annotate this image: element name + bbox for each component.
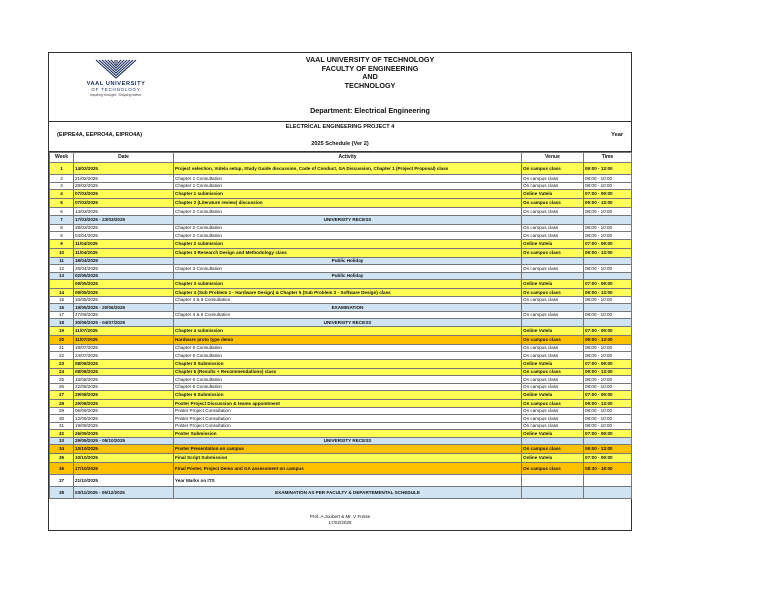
week-cell: 37 — [50, 475, 74, 487]
title-line: AND — [362, 72, 378, 82]
activity-cell: Chapter 4 & 5 Consultation — [174, 296, 522, 304]
venue-cell: On campus class — [522, 175, 584, 183]
time-cell: 07:00 - 09:00 — [584, 280, 632, 289]
date-cell: 09/05/2025 — [74, 289, 174, 297]
week-cell: 23 — [50, 359, 74, 368]
activity-cell: Chapter 6 Consultation — [174, 383, 522, 391]
venue-cell: On campus class — [522, 311, 584, 319]
time-cell: 08:00 - 10:00 — [584, 265, 632, 273]
title-line: FACULTY OF ENGINEERING — [321, 63, 419, 73]
time-cell: 08:00 - 10:00 — [584, 208, 632, 216]
date-cell: 19/05/2025 - 20/06/2025 — [74, 304, 174, 312]
time-cell: 08:00 - 10:00 — [584, 422, 632, 430]
schedule-sheet — [48, 52, 632, 531]
time-cell: 08:30 - 18:00 — [584, 463, 632, 475]
time-cell: 09:00 - 13:00 — [584, 445, 632, 454]
logo-name: VAAL UNIVERSITY — [86, 81, 146, 87]
venue-cell: On campus class — [522, 383, 584, 391]
activity-cell: Chapter 6 Consultation — [174, 376, 522, 384]
time-cell: 07:00 - 09:00 — [584, 430, 632, 438]
table-row — [50, 304, 632, 312]
venue-cell: On campus class — [522, 182, 584, 190]
university-logo-icon — [94, 58, 138, 80]
date-cell: 17/03/2025 - 23/03/2025 — [74, 215, 174, 224]
activity-cell: Project selection, Vutela setup, Study Guide discussion, Code of Conduct, GA Discussion, Chapter 1 (Project Proposal) class — [174, 163, 522, 175]
time-cell: 08:00 - 10:00 — [584, 311, 632, 319]
week-cell: 31 — [50, 422, 74, 430]
time-cell: 08:00 - 10:00 — [584, 296, 632, 304]
venue-cell: On campus class — [522, 407, 584, 415]
activity-cell: Hardware proto type demo — [174, 335, 522, 344]
activity-cell: Chapter 3 Research Design and Methodology class — [174, 248, 522, 257]
activity-cell: Chapter 5 Consultation — [174, 352, 522, 360]
venue-cell: On campus class — [522, 463, 584, 475]
title-line: VAAL UNIVERSITY OF TECHNOLOGY — [305, 55, 435, 64]
venue-cell: Online Vutela — [522, 280, 584, 289]
table-row — [50, 199, 632, 208]
table-row — [50, 272, 632, 280]
week-cell: 25 — [50, 376, 74, 384]
time-cell — [584, 487, 632, 499]
date-cell: 26/09/2025 — [74, 430, 174, 438]
schedule-table — [49, 152, 632, 499]
week-cell: 13 — [50, 272, 74, 280]
date-cell: 12/09/2025 — [74, 415, 174, 423]
activity-cell: Chapter 2 submission — [174, 239, 522, 248]
date-cell: 17/10/2025 — [74, 463, 174, 475]
week-cell: 8 — [50, 224, 74, 232]
table-row — [50, 248, 632, 257]
activity-cell: Final Script Submission — [174, 454, 522, 463]
activity-cell: Poster Project Consultation — [174, 407, 522, 415]
time-cell: 07:00 - 09:00 — [584, 326, 632, 335]
venue-cell: Online Vutela — [522, 454, 584, 463]
activity-cell: Chapter 4 & 5 Consultation — [174, 311, 522, 319]
activity-cell: UNIVERSITY RECESS — [174, 215, 522, 224]
venue-cell — [522, 215, 584, 224]
date-cell: 21/10/2025 — [74, 475, 174, 487]
table-row — [50, 391, 632, 400]
table-row — [50, 175, 632, 183]
activity-cell: Chapter 1 Consultation — [174, 182, 522, 190]
date-cell: 04/04/2025 — [74, 232, 174, 240]
footer-authors: Prof. A Joubert & Mr. V Freise — [309, 514, 371, 519]
document-title — [169, 56, 571, 90]
week-cell: 32 — [50, 430, 74, 438]
activity-cell: UNIVERSITY RECESS — [174, 437, 522, 445]
week-cell: 18 — [50, 319, 74, 327]
date-cell: 29/08/2025 — [74, 400, 174, 408]
venue-cell — [522, 487, 584, 499]
date-cell: 29/09/2025 - 05/10/2025 — [74, 437, 174, 445]
table-row — [50, 430, 632, 438]
venue-cell — [522, 257, 584, 265]
table-row — [50, 463, 632, 475]
university-logo — [81, 58, 151, 98]
venue-cell: Online Vutela — [522, 391, 584, 400]
table-row — [50, 163, 632, 175]
venue-cell: On campus class — [522, 296, 584, 304]
date-cell: 27/06/2025 — [74, 311, 174, 319]
course-codes: (EIPRE4A, EEPRO4A, EIPRO4A) — [57, 132, 143, 138]
venue-cell: Online Vutela — [522, 239, 584, 248]
activity-cell: Poster Project Consultation — [174, 415, 522, 423]
venue-cell: On campus class — [522, 248, 584, 257]
time-cell — [584, 304, 632, 312]
table-row — [50, 359, 632, 368]
week-cell: 11 — [50, 257, 74, 265]
date-cell: 16/05/2025 — [74, 296, 174, 304]
table-row — [50, 445, 632, 454]
logo-subtitle: OF TECHNOLOGY — [91, 87, 141, 92]
activity-cell: Poster Project Consultation — [174, 422, 522, 430]
time-cell: 07:00 - 09:00 — [584, 454, 632, 463]
table-row — [50, 487, 632, 499]
table-row — [50, 475, 632, 487]
table-header-row — [50, 153, 632, 163]
week-cell: 15 — [50, 296, 74, 304]
time-cell: 07:00 - 09:00 — [584, 190, 632, 199]
column-header-week: Week — [50, 153, 74, 163]
time-cell: 09:00 - 13:00 — [584, 289, 632, 297]
activity-cell: Chapter 2 Consultation — [174, 224, 522, 232]
table-row — [50, 415, 632, 423]
activity-cell: Final Poster, Project Demo and GA assessment on campus — [174, 463, 522, 475]
week-cell: 30 — [50, 415, 74, 423]
activity-cell: Poster Project Discussion & teams appointment — [174, 400, 522, 408]
date-cell: 03/11/2025 - 05/12/2025 — [74, 487, 174, 499]
date-cell: 14/03/2025 — [74, 208, 174, 216]
venue-cell — [522, 319, 584, 327]
week-cell: 6 — [50, 208, 74, 216]
table-row — [50, 376, 632, 384]
column-header-activity: Activity — [174, 153, 522, 163]
week-cell: 38 — [50, 487, 74, 499]
time-cell — [584, 215, 632, 224]
document-header — [49, 53, 631, 122]
schedule-subheader — [49, 122, 631, 152]
date-cell: 10/10/2025 — [74, 445, 174, 454]
activity-cell: Chapter 2 Consultation — [174, 208, 522, 216]
date-cell: 24/07/2025 — [74, 352, 174, 360]
date-cell: 30/06/2025 - 04/07/2025 — [74, 319, 174, 327]
footer-date: 17/02/2025 — [328, 520, 352, 525]
time-cell: 08:00 - 10:00 — [584, 344, 632, 352]
week-cell: 29 — [50, 407, 74, 415]
table-row — [50, 437, 632, 445]
time-cell: 08:00 - 10:00 — [584, 224, 632, 232]
venue-cell: On campus class — [522, 232, 584, 240]
venue-cell: On campus class — [522, 199, 584, 208]
table-row — [50, 280, 632, 289]
time-cell: 09:00 - 13:00 — [584, 163, 632, 175]
activity-cell: Public Holiday — [174, 272, 522, 280]
week-cell: 4 — [50, 190, 74, 199]
time-cell: 08:00 - 10:00 — [584, 415, 632, 423]
venue-cell: Online Vutela — [522, 190, 584, 199]
time-cell — [584, 437, 632, 445]
table-row — [50, 311, 632, 319]
title-line: TECHNOLOGY — [344, 80, 396, 90]
table-row — [50, 190, 632, 199]
time-cell — [584, 475, 632, 487]
date-cell: 09/05/2025 — [74, 280, 174, 289]
date-cell: 14/02/2025 — [74, 163, 174, 175]
week-cell: 36 — [50, 463, 74, 475]
activity-cell: Chapter 5 Submission — [174, 359, 522, 368]
venue-cell: On campus class — [522, 422, 584, 430]
date-cell: 11/04/2025 — [74, 248, 174, 257]
table-row — [50, 239, 632, 248]
time-cell — [584, 272, 632, 280]
time-cell: 09:00 - 13:00 — [584, 248, 632, 257]
time-cell: 08:00 - 10:00 — [584, 182, 632, 190]
time-cell — [584, 319, 632, 327]
venue-cell: On campus class — [522, 265, 584, 273]
activity-cell: Chapter 4 submission — [174, 326, 522, 335]
time-cell: 08:00 - 10:00 — [584, 407, 632, 415]
venue-cell: On campus class — [522, 376, 584, 384]
table-row — [50, 208, 632, 216]
week-cell: 2 — [50, 175, 74, 183]
table-row — [50, 335, 632, 344]
activity-cell: UNIVERSITY RECESS — [174, 319, 522, 327]
venue-cell: On campus class — [522, 289, 584, 297]
time-cell: 08:00 - 10:00 — [584, 175, 632, 183]
date-cell: 02/05/2025 — [74, 272, 174, 280]
venue-cell — [522, 304, 584, 312]
column-header-date: Date — [74, 153, 174, 163]
table-row — [50, 344, 632, 352]
date-cell: 07/03/2025 — [74, 199, 174, 208]
week-cell: 17 — [50, 311, 74, 319]
venue-cell: On campus class — [522, 224, 584, 232]
time-cell: 09:00 - 13:00 — [584, 400, 632, 408]
table-row — [50, 257, 632, 265]
venue-cell — [522, 437, 584, 445]
date-cell: 11/04/2025 — [74, 239, 174, 248]
table-row — [50, 265, 632, 273]
activity-cell: Public Holiday — [174, 257, 522, 265]
column-header-venue: Venue — [522, 153, 584, 163]
table-row — [50, 326, 632, 335]
activity-cell: Chapter 3 submission — [174, 280, 522, 289]
date-cell: 08/08/2025 — [74, 368, 174, 376]
date-cell: 11/07/2025 — [74, 335, 174, 344]
activity-cell: Chapter 6 (Results + Recommendations) class — [174, 368, 522, 376]
week-cell: 27 — [50, 391, 74, 400]
date-cell: 28/03/2025 — [74, 224, 174, 232]
table-row — [50, 454, 632, 463]
venue-cell: On campus class — [522, 208, 584, 216]
table-row — [50, 352, 632, 360]
week-cell: 35 — [50, 454, 74, 463]
time-cell: 08:00 - 10:00 — [584, 383, 632, 391]
week-cell: 12 — [50, 265, 74, 273]
activity-cell: Chapter 6 Submission — [174, 391, 522, 400]
activity-cell: Chapter 1 submission — [174, 190, 522, 199]
table-row — [50, 407, 632, 415]
activity-cell: Poster Presentation on campus — [174, 445, 522, 454]
time-cell: 07:00 - 09:00 — [584, 239, 632, 248]
table-row — [50, 383, 632, 391]
venue-cell: On campus class — [522, 335, 584, 344]
table-row — [50, 215, 632, 224]
activity-cell: Chapter 5 Consultation — [174, 344, 522, 352]
date-cell: 19/09/2025 — [74, 422, 174, 430]
week-cell: 5 — [50, 199, 74, 208]
time-cell: 09:00 - 13:00 — [584, 335, 632, 344]
date-cell: 08/08/2025 — [74, 359, 174, 368]
time-cell: 08:00 - 10:00 — [584, 376, 632, 384]
activity-cell: Chapter 2 (Literature review) discussion — [174, 199, 522, 208]
date-cell: 10/10/2025 — [74, 454, 174, 463]
week-cell: 26 — [50, 383, 74, 391]
activity-cell: Chapter 1 Consultation — [174, 175, 522, 183]
venue-cell: Online Vutela — [522, 430, 584, 438]
date-cell: 18/04/2025 — [74, 257, 174, 265]
venue-cell — [522, 475, 584, 487]
venue-cell: On campus class — [522, 400, 584, 408]
table-row — [50, 296, 632, 304]
week-cell: 1 — [50, 163, 74, 175]
week-cell: 28 — [50, 400, 74, 408]
table-row — [50, 319, 632, 327]
week-cell: 16 — [50, 304, 74, 312]
week-cell: 21 — [50, 344, 74, 352]
date-cell: 29/08/2025 — [74, 391, 174, 400]
date-cell: 25/04/2025 — [74, 265, 174, 273]
table-row — [50, 422, 632, 430]
date-cell: 22/08/2025 — [74, 383, 174, 391]
time-cell: 08:00 - 10:00 — [584, 352, 632, 360]
date-cell: 11/07/2025 — [74, 326, 174, 335]
time-cell: 09:00 - 13:00 — [584, 368, 632, 376]
schedule-version: 2025 Schedule (Ver 2) — [311, 141, 369, 147]
time-cell: 07:00 - 09:00 — [584, 391, 632, 400]
week-cell: 9 — [50, 239, 74, 248]
year-label: Year — [611, 132, 623, 138]
venue-cell: On campus class — [522, 415, 584, 423]
date-cell: 07/03/2025 — [74, 190, 174, 199]
activity-cell: Chapter 3 Consultation — [174, 265, 522, 273]
venue-cell — [522, 272, 584, 280]
date-cell: 15/08/2025 — [74, 376, 174, 384]
week-cell: 22 — [50, 352, 74, 360]
venue-cell: On campus class — [522, 352, 584, 360]
table-row — [50, 368, 632, 376]
week-cell: 7 — [50, 215, 74, 224]
department-title: Department: Electrical Engineering — [310, 106, 430, 115]
venue-cell: Online Vutela — [522, 359, 584, 368]
table-row — [50, 400, 632, 408]
week-cell: 19 — [50, 326, 74, 335]
table-row — [50, 182, 632, 190]
project-title: ELECTRICAL ENGINEERING PROJECT 4 — [285, 124, 395, 130]
date-cell: 21/02/2025 — [74, 175, 174, 183]
week-cell: 20 — [50, 335, 74, 344]
activity-cell: EXAMINATION AS PER FACULTY & DEPARTEMENTAL SCHEDULE — [174, 487, 522, 499]
venue-cell: Online Vutela — [522, 326, 584, 335]
venue-cell: On campus class — [522, 344, 584, 352]
logo-tagline: Inspiring thought. Shaping talent. — [89, 93, 143, 97]
week-cell: 24 — [50, 368, 74, 376]
week-cell — [50, 280, 74, 289]
column-header-time: Time — [584, 153, 632, 163]
venue-cell: On campus class — [522, 445, 584, 454]
time-cell — [584, 257, 632, 265]
week-cell: 3 — [50, 182, 74, 190]
date-cell: 05/09/2025 — [74, 407, 174, 415]
week-cell: 14 — [50, 289, 74, 297]
activity-cell: Chapter 2 Consultation — [174, 232, 522, 240]
activity-cell: EXAMINATION — [174, 304, 522, 312]
week-cell: 33 — [50, 437, 74, 445]
time-cell: 09:00 - 13:00 — [584, 199, 632, 208]
table-row — [50, 224, 632, 232]
venue-cell: On campus class — [522, 368, 584, 376]
document-footer — [49, 514, 631, 526]
week-cell: 34 — [50, 445, 74, 454]
activity-cell: Year Marks on ITS — [174, 475, 522, 487]
date-cell: 28/02/2025 — [74, 182, 174, 190]
week-cell: 9 — [50, 232, 74, 240]
date-cell: 18/07/2025 — [74, 344, 174, 352]
time-cell: 08:00 - 10:00 — [584, 232, 632, 240]
activity-cell: Chapter 4 (Sub Problem 1 - Hardware Design) & Chapter 5 (Sub Problem 2 - Software Design) class — [174, 289, 522, 297]
table-row — [50, 289, 632, 297]
table-row — [50, 232, 632, 240]
activity-cell: Poster Submission — [174, 430, 522, 438]
venue-cell: On campus class — [522, 163, 584, 175]
week-cell: 10 — [50, 248, 74, 257]
time-cell: 07:00 - 09:00 — [584, 359, 632, 368]
